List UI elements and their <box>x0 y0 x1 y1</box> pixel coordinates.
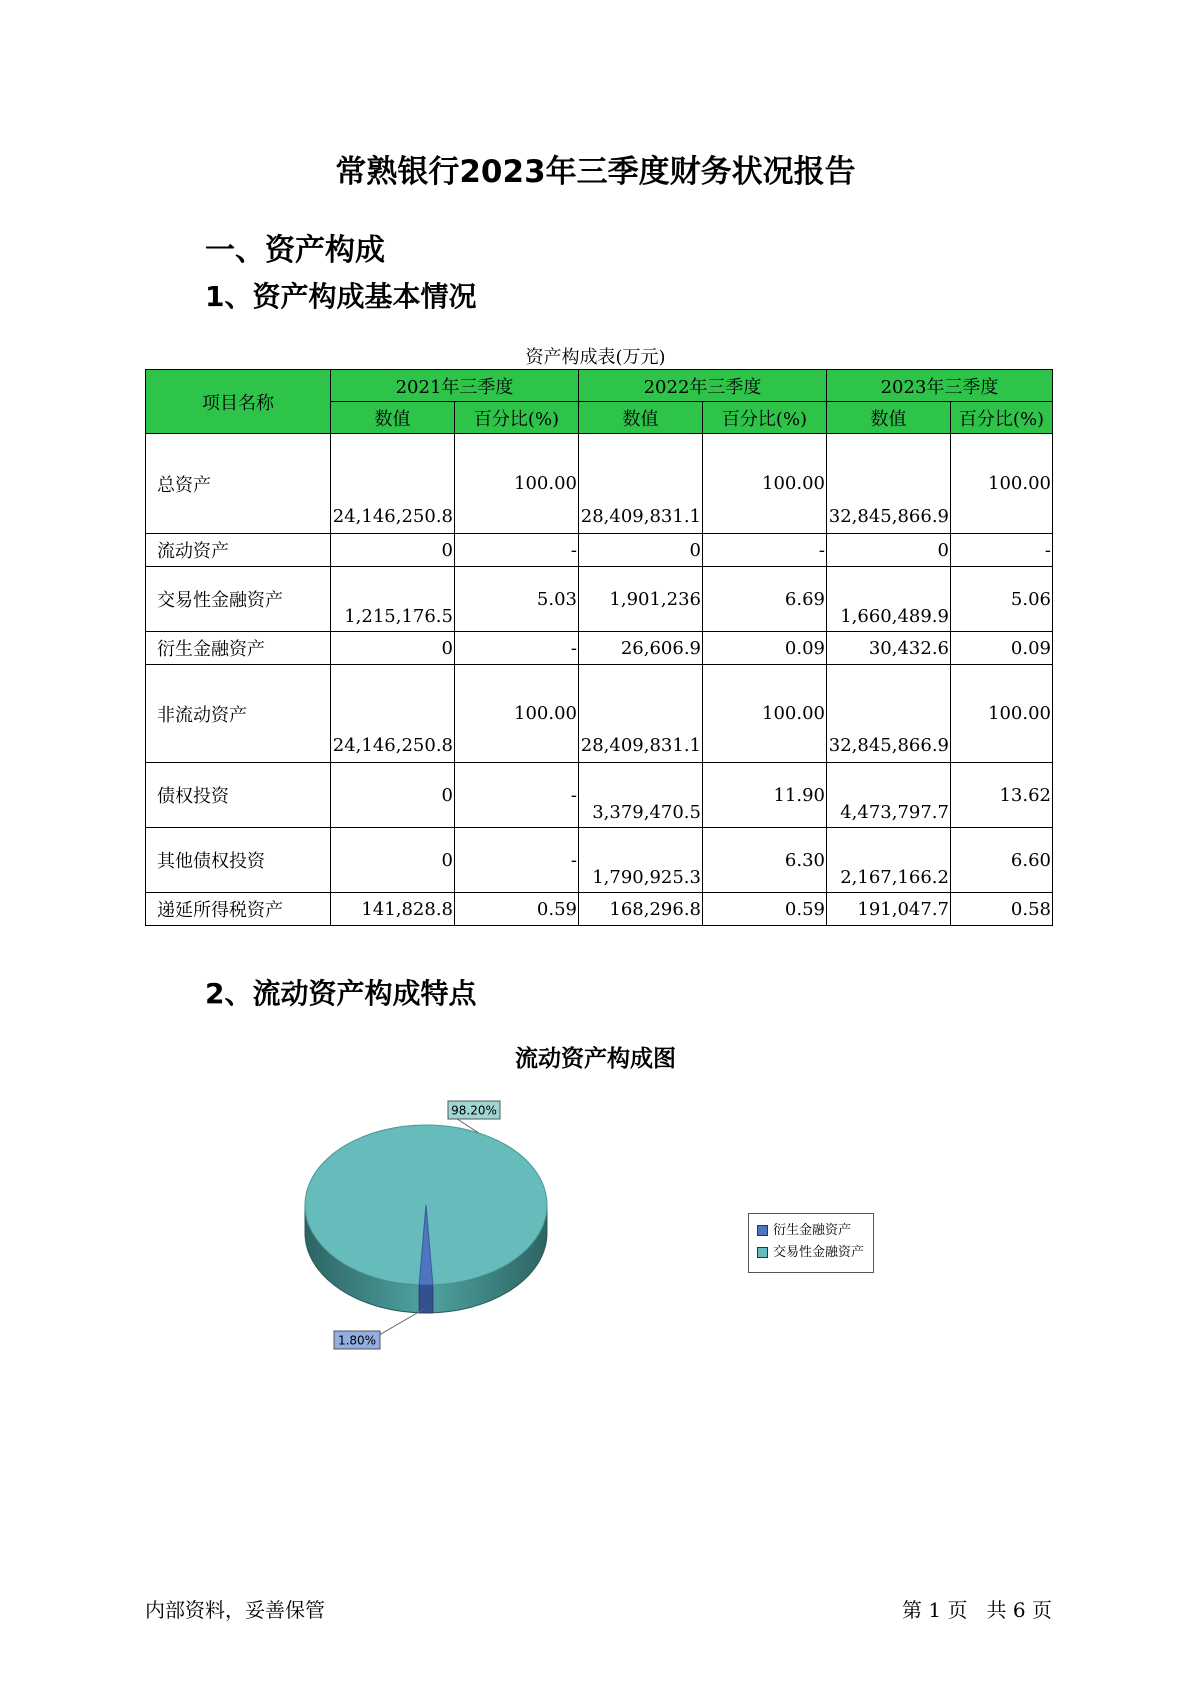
table-cell: 5.03 <box>455 567 579 632</box>
table-cell: 32,845,866.9 <box>827 665 951 763</box>
table-cell: 100.00 <box>951 665 1053 763</box>
table-cell: 24,146,250.8 <box>331 434 455 534</box>
row-label: 债权投资 <box>146 763 331 828</box>
pie-chart <box>290 1090 650 1360</box>
header-value: 数值 <box>827 402 951 434</box>
table-cell: 0 <box>331 828 455 893</box>
asset-composition-table <box>145 369 1053 926</box>
row-label: 非流动资产 <box>146 665 331 763</box>
table-cell: 24,146,250.8 <box>331 665 455 763</box>
table-cell: 100.00 <box>703 665 827 763</box>
legend-swatch <box>757 1247 768 1258</box>
table-cell: 28,409,831.1 <box>579 434 703 534</box>
table-cell: 1,660,489.9 <box>827 567 951 632</box>
row-label: 交易性金融资产 <box>146 567 331 632</box>
table-cell: 0.58 <box>951 893 1053 926</box>
header-percent: 百分比(%) <box>455 402 579 434</box>
footer-page-number: 第 1 页 共 6 页 <box>902 1598 1052 1622</box>
legend-item <box>757 1244 864 1262</box>
header-value: 数值 <box>331 402 455 434</box>
table-row <box>146 567 1053 632</box>
table-caption: 资产构成表(万元) <box>525 347 666 368</box>
table-cell: 0 <box>331 632 455 665</box>
leader-line-small <box>374 1309 424 1338</box>
table-cell: 0.09 <box>703 632 827 665</box>
chart-title: 流动资产构成图 <box>515 1045 676 1072</box>
header-period-2023: 2023年三季度 <box>827 370 1053 402</box>
row-label: 流动资产 <box>146 534 331 567</box>
table-row <box>146 828 1053 893</box>
table-cell: 0.59 <box>703 893 827 926</box>
table-cell: 1,790,925.3 <box>579 828 703 893</box>
table-cell: 28,409,831.1 <box>579 665 703 763</box>
table-cell: 0 <box>331 534 455 567</box>
legend-swatch <box>757 1225 768 1236</box>
subsection-heading-basic: 1、资产构成基本情况 <box>205 280 477 313</box>
header-period-2021: 2021年三季度 <box>331 370 579 402</box>
table-cell: - <box>455 828 579 893</box>
footer-confidential: 内部资料，妥善保管 <box>145 1598 325 1622</box>
page-title: 常熟银行2023年三季度财务状况报告 <box>335 154 856 190</box>
table-cell: 100.00 <box>455 665 579 763</box>
table-cell: 6.30 <box>703 828 827 893</box>
table-cell: 0 <box>331 763 455 828</box>
table-cell: 100.00 <box>703 434 827 534</box>
table-cell: - <box>703 534 827 567</box>
table-cell: - <box>951 534 1053 567</box>
table-cell: 1,901,236 <box>579 567 703 632</box>
table-cell: 0 <box>579 534 703 567</box>
table-cell: 0.59 <box>455 893 579 926</box>
table-cell: 141,828.8 <box>331 893 455 926</box>
table-cell: 6.69 <box>703 567 827 632</box>
table-cell: 32,845,866.9 <box>827 434 951 534</box>
row-label: 递延所得税资产 <box>146 893 331 926</box>
table-cell: 5.06 <box>951 567 1053 632</box>
table-cell: 4,473,797.7 <box>827 763 951 828</box>
legend-label: 衍生金融资产 <box>773 1223 852 1238</box>
table-row <box>146 434 1053 534</box>
table-cell: 3,379,470.5 <box>579 763 703 828</box>
table-row <box>146 763 1053 828</box>
legend-label: 交易性金融资产 <box>773 1245 865 1260</box>
table-cell: - <box>455 632 579 665</box>
table-cell: 26,606.9 <box>579 632 703 665</box>
table-cell: 11.90 <box>703 763 827 828</box>
table-row <box>146 893 1053 926</box>
table-row <box>146 665 1053 763</box>
table-cell: 13.62 <box>951 763 1053 828</box>
table-row <box>146 632 1053 665</box>
chart-legend <box>748 1213 874 1273</box>
header-period-2022: 2022年三季度 <box>579 370 827 402</box>
table-cell: - <box>455 534 579 567</box>
table-cell: 0.09 <box>951 632 1053 665</box>
row-label: 衍生金融资产 <box>146 632 331 665</box>
table-cell: 168,296.8 <box>579 893 703 926</box>
section-heading-asset-composition: 一、资产构成 <box>205 233 385 268</box>
table-cell: 100.00 <box>455 434 579 534</box>
table-cell: 2,167,166.2 <box>827 828 951 893</box>
table-cell: 0 <box>827 534 951 567</box>
row-label: 总资产 <box>146 434 331 534</box>
table-cell: 30,432.6 <box>827 632 951 665</box>
table-cell: 1,215,176.5 <box>331 567 455 632</box>
table-cell: - <box>455 763 579 828</box>
data-label-large: 98.20% <box>451 1103 497 1118</box>
table-row <box>146 534 1053 567</box>
header-item-name: 项目名称 <box>146 370 331 434</box>
table-cell: 100.00 <box>951 434 1053 534</box>
row-label: 其他债权投资 <box>146 828 331 893</box>
header-percent: 百分比(%) <box>703 402 827 434</box>
legend-item <box>757 1222 851 1240</box>
table-cell: 6.60 <box>951 828 1053 893</box>
slice-side-derivative <box>419 1285 433 1313</box>
subsection-heading-current-assets: 2、流动资产构成特点 <box>205 977 477 1010</box>
header-value: 数值 <box>579 402 703 434</box>
table-cell: 191,047.7 <box>827 893 951 926</box>
header-percent: 百分比(%) <box>951 402 1053 434</box>
data-label-small: 1.80% <box>337 1333 377 1348</box>
